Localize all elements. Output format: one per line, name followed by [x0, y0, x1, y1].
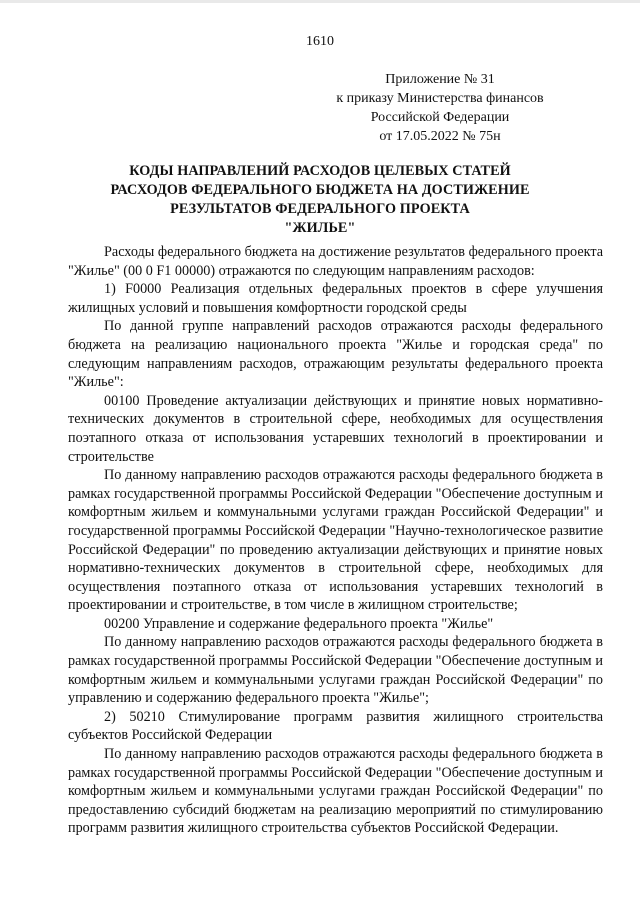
appendix-header — [310, 70, 570, 146]
document-body — [68, 243, 603, 838]
paragraph-group-description: По данной группе направлений расходов отражаются расходы федерального бюджета на реализацию национального проекта "Жилье и городская среда" по следующим направлениям расходов, отражающим результаты федерального проекта "Жилье": — [68, 318, 603, 391]
title-line-4: "ЖИЛЬЕ" — [284, 220, 356, 236]
appendix-number: Приложение № 31 — [385, 72, 495, 87]
title-line-2: РАСХОДОВ ФЕДЕРАЛЬНОГО БЮДЖЕТА НА ДОСТИЖЕНИЕ — [110, 182, 530, 198]
paragraph-code-00200: 00200 Управление и содержание федерального проекта "Жилье" — [104, 615, 494, 632]
document-title — [0, 162, 640, 238]
title-line-3: РЕЗУЛЬТАТОВ ФЕДЕРАЛЬНОГО ПРОЕКТА — [170, 201, 470, 217]
appendix-order-ref: к приказу Министерства финансов — [336, 91, 544, 106]
top-scan-edge — [0, 0, 640, 3]
paragraph-code-00200-description: По данному направлению расходов отражаются расходы федерального бюджета в рамках государственной программы Российской Федерации "Обеспечение доступным и комфортным жильем и коммунальными услугами граждан Российской Федерации" по управлению и содержанию федерального проекта "Жилье"; — [68, 634, 603, 707]
paragraph-code-50210-description: По данному направлению расходов отражаются расходы федерального бюджета в рамках государственной программы Российской Федерации "Обеспечение доступным и комфортным жильем и коммунальными услугами граждан Российской Федерации" по предоставлению субсидий бюджетам на реализацию мероприятий по стимулированию программ развития жилищного строительства субъектов Российской Федерации. — [68, 746, 603, 837]
appendix-order-date: от 17.05.2022 № 75н — [379, 129, 501, 144]
paragraph-code-00100: 00100 Проведение актуализации действующих и принятие новых нормативно-технических документов в строительной сфере, необходимых для осуществления поэтапного отказа от использования устаревших технологий в проектировании и строительстве — [68, 392, 603, 465]
title-line-1: КОДЫ НАПРАВЛЕНИЙ РАСХОДОВ ЦЕЛЕВЫХ СТАТЕЙ — [129, 163, 511, 179]
paragraph-item-1: 1) F0000 Реализация отдельных федеральных проектов в сфере улучшения жилищных условий и повышения комфортности городской среды — [68, 281, 603, 316]
paragraph-item-2: 2) 50210 Стимулирование программ развития жилищного строительства субъектов Российской Федерации — [68, 708, 603, 744]
appendix-ministry: Российской Федерации — [370, 110, 510, 125]
paragraph-code-00100-description: По данному направлению расходов отражаются расходы федерального бюджета в рамках государственной программы Российской Федерации "Обеспечение доступным и комфортным жильем и коммунальными услугами граждан Российской Федерации" и государственной программы Российской Федерации "Научно-технологическое развитие Российской Федерации" по проведению актуализации действующих и принятие новых нормативно-технических документов в строительной сфере, необходимых для осуществления поэтапного отказа от использования устаревших технологий в проектировании и строительстве, в том числе в жилищном строительстве; — [68, 467, 603, 614]
paragraph-intro: Расходы федерального бюджета на достижение результатов федерального проекта "Жилье" (00 0 F1 00000) отражаются по следующим направлениям расходов: — [68, 244, 603, 279]
page-number: 1610 — [306, 34, 334, 49]
